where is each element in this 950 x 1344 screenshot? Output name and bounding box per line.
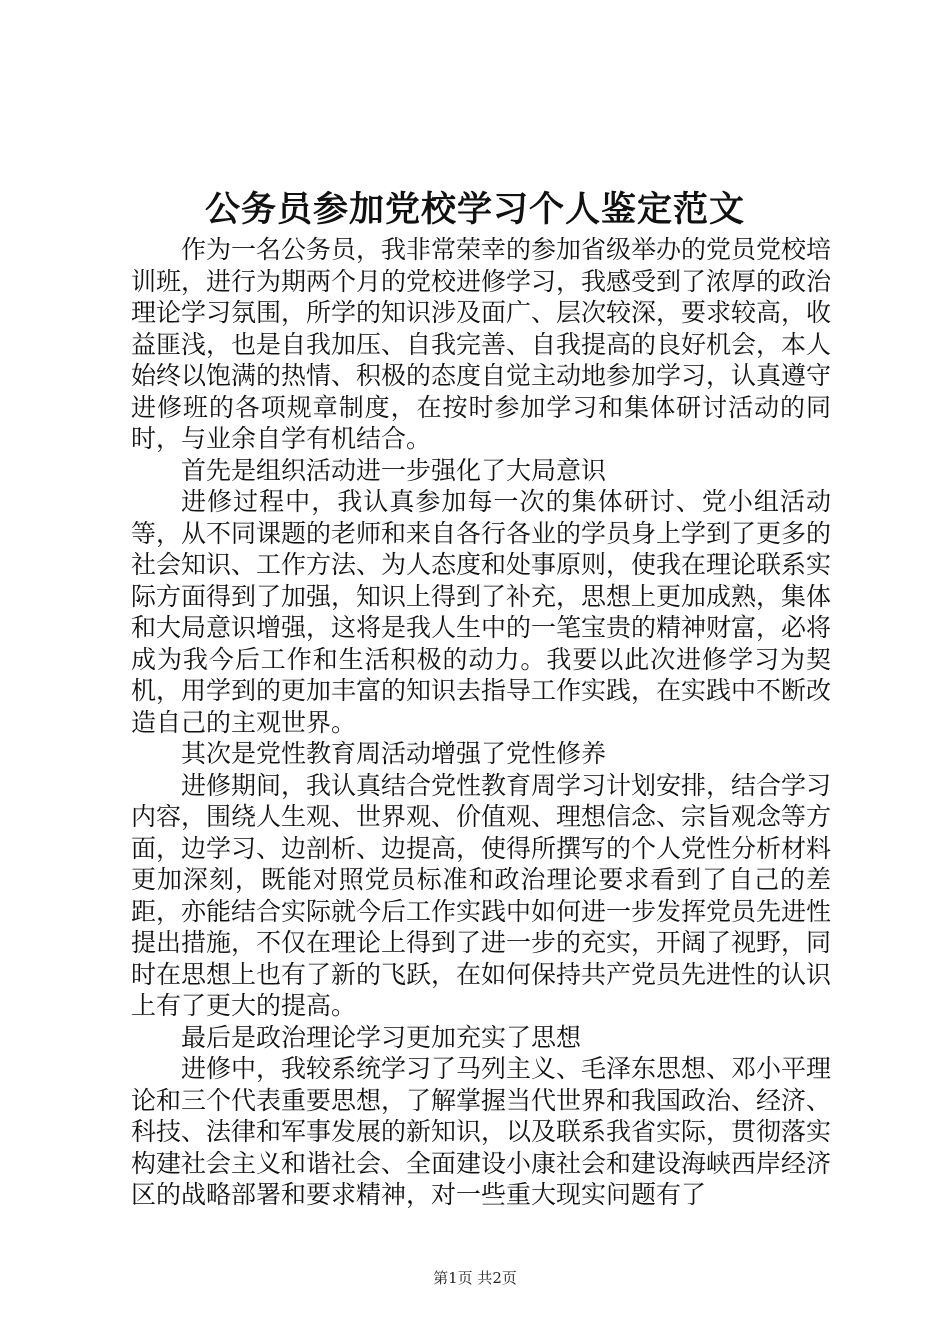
page-footer: [0, 1268, 950, 1288]
paragraph-section-2: 进修期间，我认真结合党性教育周学习计划安排，结合学习内容，围绕人生观、世界观、价值观、理想信念、宗旨观念等方面，边学习、边剖析、边提高，使得所撰写的个人党性分析材料更加深刻，既能对照党员标准和政治理论要求看到了自己的差距，亦能结合实际就今后工作实践中如何进一步发挥党员先进性提出措施，不仅在理论上得到了进一步的充实，开阔了视野，同时在思想上也有了新的飞跃，在如何保持共产党员先进性的认识上有了更大的提高。: [131, 770, 832, 1020]
paragraph-section-1: 进修过程中，我认真参加每一次的集体研讨、党小组活动等，从不同课题的老师和来自各行各业的学员身上学到了更多的社会知识、工作方法、为人态度和处事原则，使我在理论联系实际方面得到了加强，知识上得到了补充，思想上更加成熟，集体和大局意识增强，这将是我人生中的一笔宝贵的精神财富，必将成为我今后工作和生活积极的动力。我要以此次进修学习为契机，用学到的更加丰富的知识去指导工作实践，在实践中不断改造自己的主观世界。: [131, 487, 832, 737]
section-heading-3: 最后是政治理论学习更加充实了思想: [181, 1022, 582, 1052]
page-indicator: 第1页 共2页: [433, 1269, 517, 1287]
paragraph-intro: 作为一名公务员，我非常荣幸的参加省级举办的党员党校培训班，进行为期两个月的党校进修学习，我感受到了浓厚的政治理论学习氛围，所学的知识涉及面广、层次较深，要求较高，收益匪浅，也是自我加压、自我完善、自我提高的良好机会，本人始终以饱满的热情、积极的态度自觉主动地参加学习，认真遵守进修班的各项规章制度，在按时参加学习和集体研讨活动的同时，与业余自学有机结合。: [131, 235, 832, 453]
section-heading-1: 首先是组织活动进一步强化了大局意识: [181, 455, 607, 485]
paragraph-section-3: 进修中，我较系统学习了马列主义、毛泽东思想、邓小平理论和三个代表重要思想，了解掌握当代世界和我国政治、经济、科技、法律和军事发展的新知识，以及联系我省实际，贯彻落实构建社会主义和谐社会、全面建设小康社会和建设海峡西岸经济区的战略部署和要求精神，对一些重大现实问题有了: [131, 1054, 832, 1209]
document-body: [131, 234, 831, 1211]
document-title: 公务员参加党校学习个人鉴定范文: [204, 189, 745, 230]
section-heading-2: 其次是党性教育周活动增强了党性修养: [181, 739, 607, 768]
